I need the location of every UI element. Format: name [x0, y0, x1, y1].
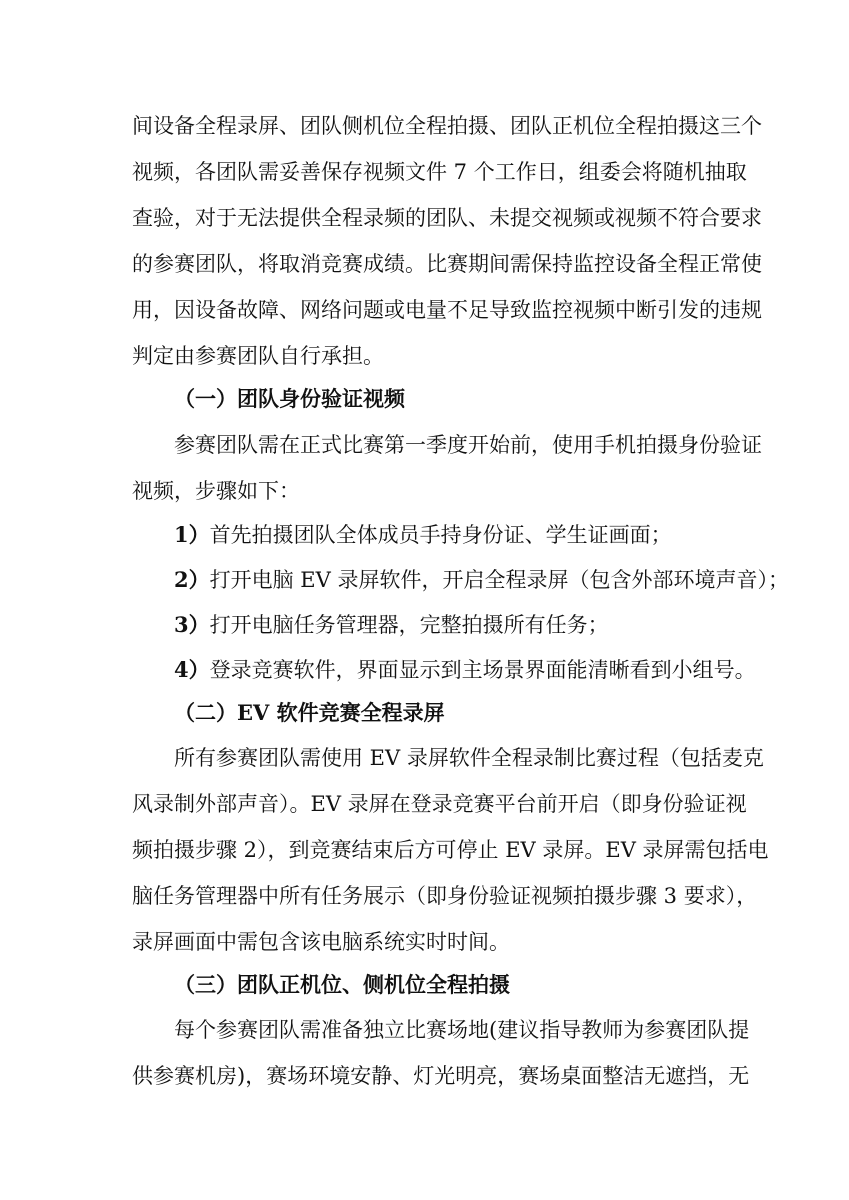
step-3 [174, 611, 609, 639]
section-2-para-line-3: 频拍摄步骤 2），到竞赛结束后方可停止 EV 录屏。EV 录屏需包括电 [132, 838, 769, 862]
step-4 [174, 656, 756, 684]
step-2 [174, 566, 789, 594]
section-2-para-line-4: 脑任务管理器中所有任务展示（即身份验证视频拍摄步骤 3 要求）， [132, 884, 758, 908]
section-3-para-line-2: 供参赛机房)，赛场环境安静、灯光明亮，赛场桌面整洁无遮挡，无 [132, 1064, 750, 1088]
step-3-number: 3） [174, 612, 210, 637]
intro-line-4: 的参赛团队，将取消竞赛成绩。比赛期间需保持监控设备全程正常使 [132, 252, 762, 276]
step-1-number: 1） [174, 522, 210, 547]
section-3-heading: （三）团队正机位、侧机位全程拍摄 [174, 972, 510, 997]
section-2-para-line-2: 风录制外部声音）。EV 录屏在登录竞赛平台前开启（即身份验证视 [132, 792, 747, 816]
step-3-text: 打开电脑任务管理器，完整拍摄所有任务； [209, 613, 609, 637]
intro-line-5: 用，因设备故障、网络问题或电量不足导致监控视频中断引发的违规 [132, 298, 762, 322]
step-4-number: 4） [174, 657, 210, 682]
section-3-para-line-1: 每个参赛团队需准备独立比赛场地(建议指导教师为参赛团队提 [174, 1018, 750, 1042]
intro-line-6: 判定由参赛团队自行承担。 [132, 344, 384, 368]
step-4-text: 登录竞赛软件，界面显示到主场景界面能清晰看到小组号。 [209, 658, 756, 682]
section-1-para-line-1: 参赛团队需在正式比赛第一季度开始前，使用手机拍摄身份验证 [174, 433, 762, 457]
step-1 [174, 521, 672, 549]
step-2-number: 2） [174, 567, 210, 592]
intro-line-2: 视频，各团队需妥善保存视频文件 7 个工作日，组委会将随机抽取 [132, 160, 747, 184]
section-1-para-line-2: 视频，步骤如下： [132, 479, 300, 503]
intro-line-1: 间设备全程录屏、团队侧机位全程拍摄、团队正机位全程拍摄这三个 [132, 114, 762, 138]
section-1-heading: （一）团队身份验证视频 [174, 386, 405, 411]
intro-line-3: 查验，对于无法提供全程录频的团队、未提交视频或视频不符合要求 [132, 206, 762, 230]
section-2-para-line-1: 所有参赛团队需使用 EV 录屏软件全程录制比赛过程（包括麦克 [174, 746, 764, 770]
step-1-text: 首先拍摄团队全体成员手持身份证、学生证画面； [209, 523, 672, 547]
step-2-text: 打开电脑 EV 录屏软件，开启全程录屏（包含外部环境声音）； [209, 568, 789, 592]
section-2-heading: （二）EV 软件竞赛全程录屏 [174, 700, 445, 725]
section-2-para-line-5: 录屏画面中需包含该电脑系统实时时间。 [132, 930, 510, 954]
